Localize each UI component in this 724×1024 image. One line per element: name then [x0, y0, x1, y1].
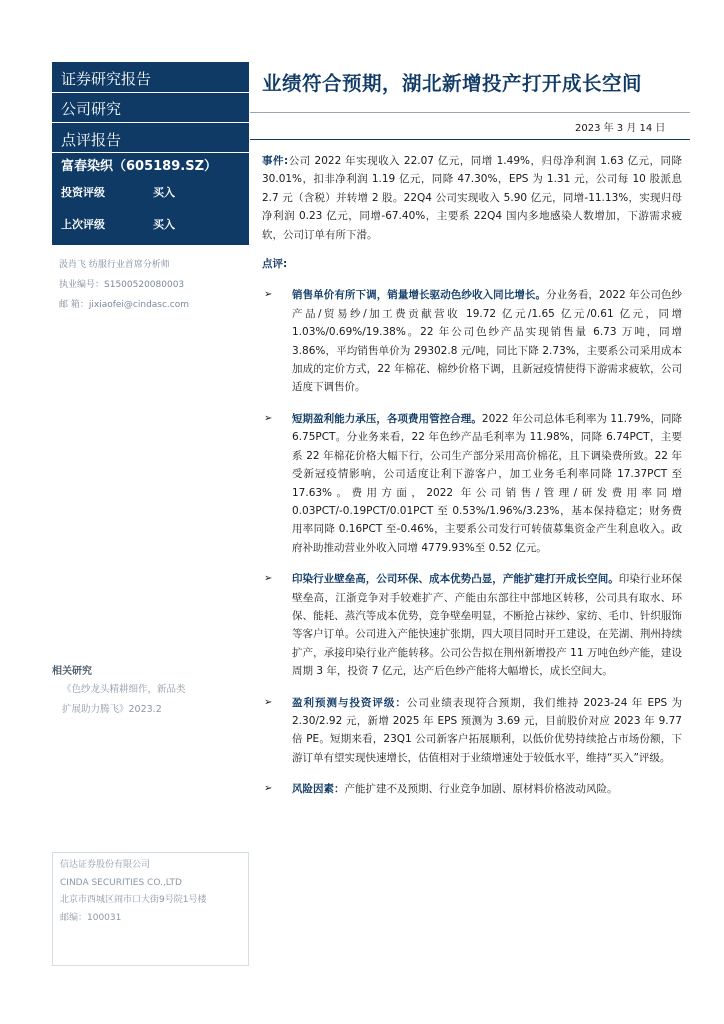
prev-rating-value: 买入: [153, 218, 175, 231]
stock-info-panel: [52, 153, 249, 245]
bullet-text: 分业务看，2022 年公司色纱产品/贸易纱/加工费贡献营收 19.72 亿元/1.65 亿元/0.61 亿元，同增 1.03%/0.69%/19.38%。22 年公司色纱产品实现销售量 6.73 万吨，同增 3.86%，平均销售单价为 29302.8 元/吨，同比下降 2.73%，主要系公司采用成本加成的定价方式，22 年棉花、棉纱价格下调，且新冠疫情使得下游需求疲软，公司适度下调售价。: [292, 289, 683, 394]
report-body: [262, 152, 682, 799]
bullet-text: 公司业绩表现符合预期，我们维持 2023-24 年 EPS 为 2.30/2.92 元，新增 2025 年 EPS 预测为 3.69 元，目前股价对应 2023 年 9.77 倍 PE。短期来看，23Q1 公司新客户拓展顺利，以低价优势持续抢占市场份额，下游订单有望实现快速增长，估值相对于业绩增速处于较低水平，维持“买入”评级。: [292, 696, 683, 764]
event-text: 公司 2022 年实现收入 22.07 亿元，同增 1.49%，归母净利润 1.63 亿元，同降 30.01%，扣非净利润 1.19 亿元，同降 47.30%，EPS 为 1.31 元，公司每 10 股派息 2.7 元（含税）并转增 2 股。22Q4 公司实现收入 5.90 亿元，同增-11.13%，实现归母净利润 0.23 亿元，同增-67.40%，主要系 22Q4 国内多地感染人数增加，下游需求疲软，公司订单有所下滑。: [262, 155, 682, 241]
rating-row: [61, 182, 249, 214]
bullet-text: 产能扩建不及预期、行业竞争加剧、原材料价格波动风险。: [344, 783, 618, 796]
prev-rating-row: [61, 214, 249, 246]
report-subtype-band: 点评报告: [52, 123, 249, 153]
related-item-line1: 《色纱龙头精耕细作，新品类: [62, 684, 186, 695]
arrow-bullet-icon: ➢: [264, 783, 273, 795]
bullet-title: 短期盈利能力承压，各项费用管控合理。: [292, 412, 482, 425]
bullet-item: [262, 780, 682, 798]
arrow-bullet-icon: ➢: [264, 289, 273, 301]
stock-name: 富春染织（605189.SZ）: [61, 159, 218, 174]
bullet-item: [262, 694, 682, 768]
bullet-title: 盈利预测与投资评级：: [292, 696, 407, 709]
event-paragraph: [262, 152, 682, 244]
rating-label: 投资评级: [61, 186, 105, 199]
analyst-info: [52, 255, 249, 315]
comments-heading: 点评:: [262, 258, 288, 271]
report-title: 业绩符合预期，湖北新增投产打开成长空间: [262, 72, 643, 95]
bullet-title: 印染行业壁垒高，公司环保、成本优势凸显，产能扩建打开成长空间。: [292, 573, 619, 586]
bullet-item: [262, 410, 682, 557]
analyst-name: 汲肖飞 纺服行业首席分析师: [59, 260, 170, 270]
bullet-text: 2022 年公司总体毛利率为 11.79%，同降 6.75PCT。分业务来看，22 年色纱产品毛利率为 11.98%，同降 6.74PCT，主要系 22 年棉花价格大幅下行，公司生产部分采用高价棉花，且下调染费所致。22 年受新冠疫情影响，公司适度让利下游客户，加工业务毛利率同降 17.37PCT 至 17.63%。费用方面，2022 年公司销售/管理/研发费用率同增 0.03PCT/-0.19PCT/0.01PCT 至 0.53%/1.96%/3.23%，基本保持稳定；财务费用率同降 0.16PCT 至-0.46%，主要系公司发行可转债募集资金产生利息收入。政府补助推动营业外收入同增 4779.93%至 0.52 亿元。: [292, 412, 683, 554]
rating-value: 买入: [153, 186, 175, 199]
bullet-text: 印染行业环保壁垒高，江浙竞争对手较难扩产、产能由东部往中部地区转移，公司具有取水、环保、能耗、蒸汽等成本优势，竞争壁垒明显，不断抢占袜纱、家纺、毛巾、针织服饰等客户订单。公司进入产能快速扩张期，四大项目同时开工建设，在芜湖、荆州持续扩产，承接印染行业产能转移。公司公告拟在荆州新增投产 11 万吨色纱产能，建设周期 3 年，投资 7 亿元，达产后色纱产能将大幅增长，成长空间大。: [292, 573, 683, 678]
related-research-item[interactable]: [52, 680, 249, 720]
footer-postcode: 邮编：100031: [60, 912, 122, 923]
title-divider: [250, 112, 690, 113]
related-research-title: 相关研究: [52, 666, 92, 677]
date-divider: [250, 139, 690, 140]
research-category-band: 公司研究: [52, 93, 249, 123]
footer-address: 北京市西城区闹市口大街9号院1号楼: [60, 895, 207, 905]
footer-company-cn: 信达证券股份有限公司: [60, 860, 151, 870]
bullet-title: 销售单价有所下调，销量增长驱动色纱收入同比增长。: [292, 289, 547, 302]
bullet-item: [262, 286, 682, 396]
left-sidebar: [52, 62, 249, 966]
analyst-email: 邮 箱：jixiaofei@cindasc.com: [59, 300, 190, 310]
prev-rating-label: 上次评级: [61, 218, 105, 231]
company-footer: [52, 852, 249, 966]
arrow-bullet-icon: ➢: [264, 696, 273, 708]
arrow-bullet-icon: ➢: [264, 573, 273, 585]
related-item-line2: 扩展助力腾飞》2023.2: [62, 704, 162, 715]
bullet-item: [262, 570, 682, 680]
footer-company-en: CINDA SECURITIES CO.,LTD: [60, 877, 182, 888]
event-label: 事件:: [262, 155, 289, 167]
report-date: 2023 年 3 月 14 日: [575, 123, 666, 134]
bullet-title: 风险因素：: [292, 783, 345, 796]
report-type-band: 证券研究报告: [52, 62, 249, 93]
analyst-license: 执业编号：S1500520080003: [59, 280, 185, 290]
arrow-bullet-icon: ➢: [264, 412, 273, 424]
related-research: [52, 662, 249, 720]
